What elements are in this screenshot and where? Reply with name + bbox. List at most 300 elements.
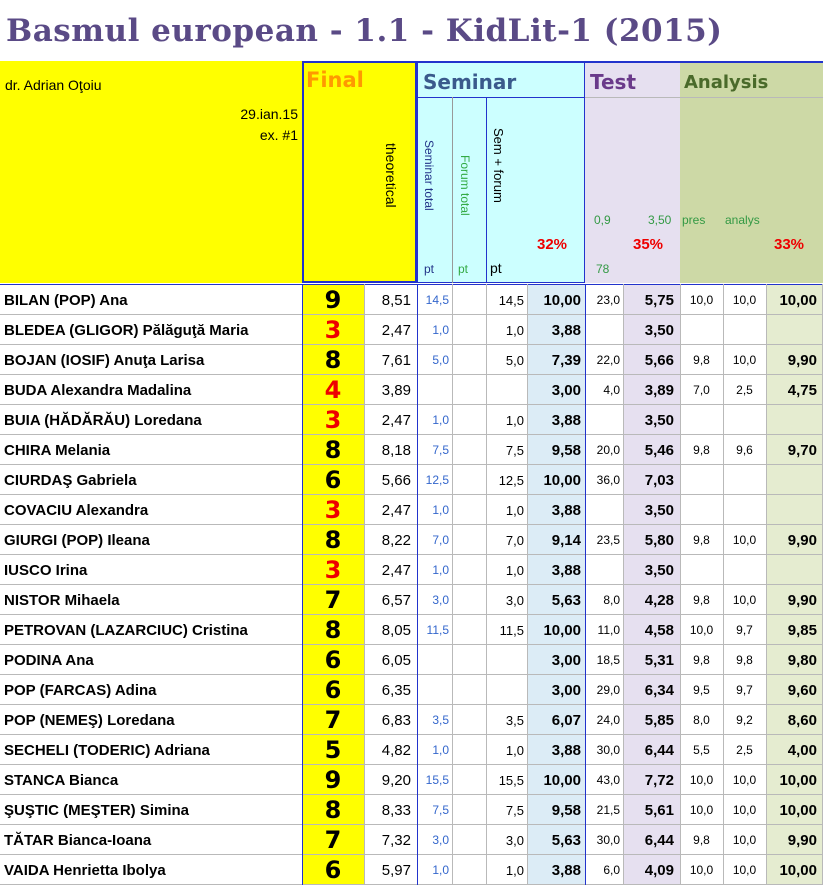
student-name: COVACIU Alexandra xyxy=(0,495,302,525)
analys-score xyxy=(723,405,766,435)
test-raw xyxy=(585,405,623,435)
test-label: Test xyxy=(590,70,637,94)
test-value-1: 0,9 xyxy=(594,213,611,227)
analys-score: 10,0 xyxy=(723,795,766,825)
pres-score: 9,8 xyxy=(680,585,723,615)
seminar-points: 10,00 xyxy=(527,615,585,645)
seminar-points: 9,58 xyxy=(527,795,585,825)
student-name: BLEDEA (GLIGOR) Pălăguţă Maria xyxy=(0,315,302,345)
analys-score: 10,0 xyxy=(723,765,766,795)
seminar-total: 1,0 xyxy=(417,555,452,585)
test-points: 5,31 xyxy=(623,645,680,675)
row-gridline xyxy=(0,284,823,285)
seminar-divider-1 xyxy=(452,97,453,283)
seminar-header-rule xyxy=(417,97,585,98)
test-raw: 18,5 xyxy=(585,645,623,675)
analysis-points xyxy=(766,315,823,345)
test-points: 5,80 xyxy=(623,525,680,555)
sem-forum-total: 3,0 xyxy=(486,825,527,855)
analysis-points: 9,90 xyxy=(766,825,823,855)
final-grade: 8 xyxy=(302,435,364,465)
test-raw xyxy=(585,555,623,585)
seminar-total: 7,5 xyxy=(417,795,452,825)
column-gridline xyxy=(527,284,528,885)
student-name: GIURGI (POP) Ileana xyxy=(0,525,302,555)
student-name: IUSCO Irina xyxy=(0,555,302,585)
analys-score: 10,0 xyxy=(723,345,766,375)
seminar-points: 6,07 xyxy=(527,705,585,735)
pt-label-2: pt xyxy=(458,262,469,276)
column-gridline xyxy=(417,284,418,885)
analysis-points xyxy=(766,495,823,525)
pres-score xyxy=(680,465,723,495)
student-name: BILAN (POP) Ana xyxy=(0,285,302,315)
seminar-points: 10,00 xyxy=(527,465,585,495)
forum-total xyxy=(452,705,486,735)
seminar-points: 3,00 xyxy=(527,375,585,405)
analysis-points: 9,90 xyxy=(766,585,823,615)
analys-score: 10,0 xyxy=(723,285,766,315)
seminar-points: 5,63 xyxy=(527,585,585,615)
row-gridline xyxy=(0,404,823,405)
sem-forum-total: 1,0 xyxy=(486,555,527,585)
theoretical-label: theoretical xyxy=(383,143,399,208)
test-raw: 29,0 xyxy=(585,675,623,705)
test-header-rule xyxy=(585,97,680,98)
theoretical-score: 8,22 xyxy=(364,525,417,555)
row-gridline xyxy=(0,314,823,315)
seminar-total: 1,0 xyxy=(417,855,452,885)
test-raw: 4,0 xyxy=(585,375,623,405)
analys-label: analys xyxy=(725,213,760,227)
pres-score xyxy=(680,315,723,345)
test-raw xyxy=(585,315,623,345)
column-gridline xyxy=(452,284,453,885)
pres-score: 10,0 xyxy=(680,615,723,645)
seminar-points: 3,88 xyxy=(527,855,585,885)
sem-forum-total: 1,0 xyxy=(486,405,527,435)
test-raw: 11,0 xyxy=(585,615,623,645)
pres-score: 9,8 xyxy=(680,435,723,465)
column-gridline xyxy=(486,284,487,885)
column-gridline xyxy=(364,284,365,885)
seminar-total: 11,5 xyxy=(417,615,452,645)
seminar-points: 3,88 xyxy=(527,555,585,585)
theoretical-score: 8,05 xyxy=(364,615,417,645)
final-grade: 7 xyxy=(302,705,364,735)
pres-score: 10,0 xyxy=(680,285,723,315)
row-gridline xyxy=(0,734,823,735)
final-grade: 6 xyxy=(302,465,364,495)
test-points: 7,72 xyxy=(623,765,680,795)
test-points: 5,85 xyxy=(623,705,680,735)
analys-score xyxy=(723,495,766,525)
pres-score: 9,8 xyxy=(680,525,723,555)
test-raw: 23,0 xyxy=(585,285,623,315)
sem-forum-total: 14,5 xyxy=(486,285,527,315)
row-gridline xyxy=(0,884,823,885)
pres-score: 7,0 xyxy=(680,375,723,405)
forum-total xyxy=(452,435,486,465)
analys-score: 10,0 xyxy=(723,855,766,885)
sem-forum-label: Sem + forum xyxy=(491,128,506,203)
forum-total xyxy=(452,735,486,765)
sem-forum-total: 5,0 xyxy=(486,345,527,375)
column-gridline xyxy=(302,284,303,885)
theoretical-score: 9,20 xyxy=(364,765,417,795)
analys-score: 10,0 xyxy=(723,825,766,855)
sem-forum-total: 1,0 xyxy=(486,315,527,345)
seminar-points: 10,00 xyxy=(527,765,585,795)
column-gridline xyxy=(822,284,823,885)
analysis-points: 9,70 xyxy=(766,435,823,465)
seminar-points: 3,88 xyxy=(527,735,585,765)
pres-score: 9,5 xyxy=(680,675,723,705)
analysis-label: Analysis xyxy=(684,72,769,93)
analys-score xyxy=(723,315,766,345)
student-name: PETROVAN (LAZARCIUC) Cristina xyxy=(0,615,302,645)
seminar-points: 9,14 xyxy=(527,525,585,555)
forum-total xyxy=(452,555,486,585)
analysis-points: 10,00 xyxy=(766,795,823,825)
analys-score: 9,7 xyxy=(723,675,766,705)
student-name: PODINA Ana xyxy=(0,645,302,675)
final-grade: 8 xyxy=(302,615,364,645)
analys-score: 2,5 xyxy=(723,375,766,405)
row-gridline xyxy=(0,794,823,795)
forum-total xyxy=(452,795,486,825)
analysis-header-rule xyxy=(680,97,823,98)
test-points: 4,28 xyxy=(623,585,680,615)
seminar-total: 1,0 xyxy=(417,735,452,765)
forum-total xyxy=(452,645,486,675)
analysis-points: 8,60 xyxy=(766,705,823,735)
seminar-total: 7,5 xyxy=(417,435,452,465)
analys-score: 9,6 xyxy=(723,435,766,465)
row-gridline xyxy=(0,824,823,825)
pres-label: pres xyxy=(682,213,706,227)
final-header xyxy=(302,61,417,283)
student-name: STANCA Bianca xyxy=(0,765,302,795)
row-gridline xyxy=(0,854,823,855)
test-points: 5,61 xyxy=(623,795,680,825)
pres-score xyxy=(680,405,723,435)
test-raw: 21,5 xyxy=(585,795,623,825)
final-grade: 6 xyxy=(302,855,364,885)
test-raw: 20,0 xyxy=(585,435,623,465)
analysis-points xyxy=(766,405,823,435)
forum-total xyxy=(452,285,486,315)
analysis-points: 4,00 xyxy=(766,735,823,765)
pres-score: 10,0 xyxy=(680,795,723,825)
row-gridline xyxy=(0,434,823,435)
seminar-points: 3,88 xyxy=(527,495,585,525)
forum-total xyxy=(452,525,486,555)
seminar-points: 10,00 xyxy=(527,285,585,315)
forum-total xyxy=(452,345,486,375)
sem-forum-total: 11,5 xyxy=(486,615,527,645)
seminar-total: 12,5 xyxy=(417,465,452,495)
analysis-points: 10,00 xyxy=(766,855,823,885)
analysis-points xyxy=(766,555,823,585)
analysis-percent: 33% xyxy=(774,236,805,253)
analys-score: 10,0 xyxy=(723,585,766,615)
row-gridline xyxy=(0,704,823,705)
theoretical-score: 6,57 xyxy=(364,585,417,615)
seminar-total: 3,0 xyxy=(417,825,452,855)
pres-score: 10,0 xyxy=(680,765,723,795)
pres-score xyxy=(680,495,723,525)
seminar-total: 14,5 xyxy=(417,285,452,315)
forum-total xyxy=(452,615,486,645)
seminar-percent: 32% xyxy=(537,236,568,253)
pres-score: 8,0 xyxy=(680,705,723,735)
final-grade: 4 xyxy=(302,375,364,405)
sheet-title: Basmul european - 1.1 - KidLit-1 (2015) xyxy=(6,12,723,49)
sem-forum-total: 15,5 xyxy=(486,765,527,795)
theoretical-score: 2,47 xyxy=(364,495,417,525)
analys-score xyxy=(723,465,766,495)
theoretical-score: 5,97 xyxy=(364,855,417,885)
analysis-points: 9,85 xyxy=(766,615,823,645)
seminar-points: 9,58 xyxy=(527,435,585,465)
theoretical-score: 7,32 xyxy=(364,825,417,855)
seminar-total: 1,0 xyxy=(417,495,452,525)
student-name: POP (FARCAS) Adina xyxy=(0,675,302,705)
seminar-points: 7,39 xyxy=(527,345,585,375)
seminar-total: 5,0 xyxy=(417,345,452,375)
test-points: 6,44 xyxy=(623,825,680,855)
forum-total xyxy=(452,495,486,525)
test-raw: 23,5 xyxy=(585,525,623,555)
row-gridline xyxy=(0,554,823,555)
final-grade: 5 xyxy=(302,735,364,765)
analysis-points: 10,00 xyxy=(766,765,823,795)
theoretical-score: 2,47 xyxy=(364,555,417,585)
sem-forum-total: 1,0 xyxy=(486,495,527,525)
test-raw: 36,0 xyxy=(585,465,623,495)
theoretical-score: 4,82 xyxy=(364,735,417,765)
analysis-points: 9,90 xyxy=(766,525,823,555)
pres-score: 5,5 xyxy=(680,735,723,765)
test-points: 3,89 xyxy=(623,375,680,405)
final-label: Final xyxy=(306,68,364,92)
pres-score xyxy=(680,555,723,585)
seminar-points: 3,88 xyxy=(527,315,585,345)
final-grade: 3 xyxy=(302,555,364,585)
analysis-points: 9,80 xyxy=(766,645,823,675)
test-raw: 6,0 xyxy=(585,855,623,885)
sem-forum-total xyxy=(486,645,527,675)
test-raw: 30,0 xyxy=(585,825,623,855)
theoretical-score: 6,35 xyxy=(364,675,417,705)
test-points: 7,03 xyxy=(623,465,680,495)
test-raw: 43,0 xyxy=(585,765,623,795)
forum-total xyxy=(452,855,486,885)
seminar-total: 3,5 xyxy=(417,705,452,735)
forum-total xyxy=(452,315,486,345)
final-grade: 3 xyxy=(302,315,364,345)
seminar-total-label: Seminar total xyxy=(422,140,436,211)
theoretical-score: 8,51 xyxy=(364,285,417,315)
student-name: POP (NEMEŞ) Loredana xyxy=(0,705,302,735)
forum-total xyxy=(452,465,486,495)
analys-score: 9,7 xyxy=(723,615,766,645)
analysis-points: 4,75 xyxy=(766,375,823,405)
forum-total xyxy=(452,765,486,795)
test-points: 3,50 xyxy=(623,555,680,585)
analysis-points xyxy=(766,465,823,495)
theoretical-score: 2,47 xyxy=(364,315,417,345)
test-raw xyxy=(585,495,623,525)
analysis-points: 10,00 xyxy=(766,285,823,315)
test-points: 5,46 xyxy=(623,435,680,465)
student-name: TĂTAR Bianca-Ioana xyxy=(0,825,302,855)
pres-score: 9,8 xyxy=(680,645,723,675)
row-gridline xyxy=(0,524,823,525)
final-grade: 6 xyxy=(302,675,364,705)
student-name: BOJAN (IOSIF) Anuţa Larisa xyxy=(0,345,302,375)
theoretical-score: 8,18 xyxy=(364,435,417,465)
row-gridline xyxy=(0,614,823,615)
test-value-2: 3,50 xyxy=(648,213,672,227)
final-grade: 8 xyxy=(302,525,364,555)
student-name: VAIDA Henrietta Ibolya xyxy=(0,855,302,885)
test-points: 4,58 xyxy=(623,615,680,645)
forum-total xyxy=(452,375,486,405)
test-points: 6,34 xyxy=(623,675,680,705)
row-gridline xyxy=(0,644,823,645)
theoretical-score: 6,83 xyxy=(364,705,417,735)
row-gridline xyxy=(0,374,823,375)
final-grade: 8 xyxy=(302,795,364,825)
row-gridline xyxy=(0,494,823,495)
seminar-points: 5,63 xyxy=(527,825,585,855)
sem-forum-total xyxy=(486,375,527,405)
seminar-total: 1,0 xyxy=(417,315,452,345)
seminar-label: Seminar xyxy=(423,70,517,94)
final-grade: 3 xyxy=(302,495,364,525)
sem-forum-total: 12,5 xyxy=(486,465,527,495)
row-gridline xyxy=(0,764,823,765)
analys-score: 9,2 xyxy=(723,705,766,735)
pres-score: 9,8 xyxy=(680,825,723,855)
author-label: dr. Adrian Oţoiu xyxy=(5,77,102,93)
final-grade: 8 xyxy=(302,345,364,375)
exam-label: ex. #1 xyxy=(259,127,298,143)
test-value-3: 78 xyxy=(596,262,610,276)
seminar-total xyxy=(417,375,452,405)
sem-forum-total: 3,5 xyxy=(486,705,527,735)
test-raw: 24,0 xyxy=(585,705,623,735)
theoretical-score: 8,33 xyxy=(364,795,417,825)
student-name: BUDA Alexandra Madalina xyxy=(0,375,302,405)
pres-score: 9,8 xyxy=(680,345,723,375)
seminar-divider-2 xyxy=(486,97,487,283)
pt-label-1: pt xyxy=(424,262,435,276)
forum-total xyxy=(452,585,486,615)
sem-forum-total: 7,5 xyxy=(486,435,527,465)
sem-forum-total: 7,5 xyxy=(486,795,527,825)
pt-label-3: pt xyxy=(490,260,502,276)
seminar-total: 7,0 xyxy=(417,525,452,555)
test-raw: 22,0 xyxy=(585,345,623,375)
sem-forum-total: 7,0 xyxy=(486,525,527,555)
column-gridline xyxy=(585,284,586,885)
analysis-points: 9,90 xyxy=(766,345,823,375)
seminar-points: 3,00 xyxy=(527,675,585,705)
seminar-points: 3,00 xyxy=(527,645,585,675)
student-name: SECHELI (TODERIC) Adriana xyxy=(0,735,302,765)
analys-score: 9,8 xyxy=(723,645,766,675)
forum-total xyxy=(452,675,486,705)
final-grade: 6 xyxy=(302,645,364,675)
final-grade: 9 xyxy=(302,765,364,795)
test-points: 3,50 xyxy=(623,315,680,345)
row-gridline xyxy=(0,674,823,675)
test-points: 5,66 xyxy=(623,345,680,375)
theoretical-score: 5,66 xyxy=(364,465,417,495)
final-grade: 7 xyxy=(302,585,364,615)
test-points: 3,50 xyxy=(623,495,680,525)
column-gridline xyxy=(680,284,681,885)
seminar-total: 3,0 xyxy=(417,585,452,615)
pres-score: 10,0 xyxy=(680,855,723,885)
test-raw: 30,0 xyxy=(585,735,623,765)
seminar-total xyxy=(417,675,452,705)
forum-total xyxy=(452,405,486,435)
row-gridline xyxy=(0,584,823,585)
seminar-total xyxy=(417,645,452,675)
analys-score xyxy=(723,555,766,585)
final-grade: 7 xyxy=(302,825,364,855)
test-raw: 8,0 xyxy=(585,585,623,615)
theoretical-score: 3,89 xyxy=(364,375,417,405)
theoretical-score: 6,05 xyxy=(364,645,417,675)
student-name: CIURDAŞ Gabriela xyxy=(0,465,302,495)
sem-forum-total: 1,0 xyxy=(486,735,527,765)
test-points: 4,09 xyxy=(623,855,680,885)
test-points: 3,50 xyxy=(623,405,680,435)
row-gridline xyxy=(0,464,823,465)
date-label: 29.ian.15 xyxy=(240,106,298,122)
sem-forum-total: 3,0 xyxy=(486,585,527,615)
column-gridline xyxy=(766,284,767,885)
forum-total-label: Forum total xyxy=(458,155,472,216)
row-gridline xyxy=(0,344,823,345)
theoretical-score: 7,61 xyxy=(364,345,417,375)
student-name: CHIRA Melania xyxy=(0,435,302,465)
student-name: ŞUŞTIC (MEŞTER) Simina xyxy=(0,795,302,825)
final-grade: 9 xyxy=(302,285,364,315)
column-gridline xyxy=(623,284,624,885)
sem-forum-total xyxy=(486,675,527,705)
test-percent: 35% xyxy=(633,236,664,253)
test-points: 5,75 xyxy=(623,285,680,315)
student-name: BUIA (HĂDĂRĂU) Loredana xyxy=(0,405,302,435)
final-grade: 3 xyxy=(302,405,364,435)
analys-score: 10,0 xyxy=(723,525,766,555)
forum-total xyxy=(452,825,486,855)
sem-forum-total: 1,0 xyxy=(486,855,527,885)
seminar-total: 1,0 xyxy=(417,405,452,435)
analysis-points: 9,60 xyxy=(766,675,823,705)
student-name: NISTOR Mihaela xyxy=(0,585,302,615)
seminar-points: 3,88 xyxy=(527,405,585,435)
theoretical-score: 2,47 xyxy=(364,405,417,435)
test-points: 6,44 xyxy=(623,735,680,765)
seminar-total: 15,5 xyxy=(417,765,452,795)
